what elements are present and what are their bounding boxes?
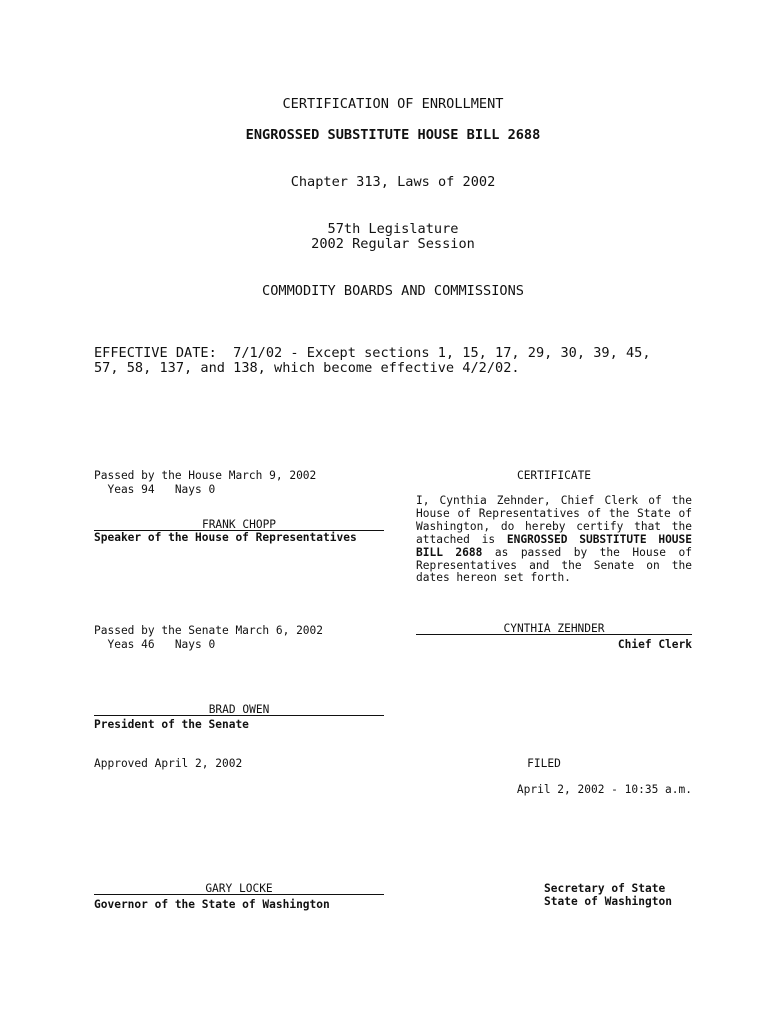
senate-president-title: President of the Senate <box>94 718 249 731</box>
subject-line: COMMODITY BOARDS AND COMMISSIONS <box>262 283 524 299</box>
legislature-line: 57th Legislature <box>327 221 459 237</box>
effective-date-line-1: EFFECTIVE DATE: 7/1/02 - Except sections 1, 15, 17, 29, 30, 39, 45, <box>94 345 651 361</box>
speaker-name: FRANK CHOPP <box>201 518 277 531</box>
chief-clerk-name: CYNTHIA ZEHNDER <box>503 622 605 635</box>
certificate-heading: CERTIFICATE <box>516 469 592 482</box>
certificate-text-bill: ENGROSSED SUBSTITUTE HOUSE BILL 2688 <box>416 532 693 559</box>
senate-president-name: BRAD OWEN <box>208 703 270 716</box>
house-passed-line: Passed by the House March 9, 2002 <box>94 469 317 482</box>
chapter-line: Chapter 313, Laws of 2002 <box>290 174 496 190</box>
governor-title: Governor of the State of Washington <box>94 898 330 911</box>
bill-title: ENGROSSED SUBSTITUTE HOUSE BILL 2688 <box>245 127 541 143</box>
approved-line: Approved April 2, 2002 <box>94 757 243 770</box>
effective-date-line-2: 57, 58, 137, and 138, which become effective 4/2/02. <box>94 360 520 376</box>
senate-votes-line: Yeas 46 Nays 0 <box>94 638 216 651</box>
filed-heading: FILED <box>527 757 561 770</box>
chief-clerk-title: Chief Clerk <box>617 638 692 651</box>
session-line: 2002 Regular Session <box>311 236 475 252</box>
certification-title: CERTIFICATION OF ENROLLMENT <box>282 96 504 112</box>
certificate-text-after: as passed by the House of Representatives and the Senate on the dates hereon set forth. <box>416 545 692 585</box>
state-of-washington-line: State of Washington <box>544 895 672 908</box>
governor-name: GARY LOCKE <box>205 882 273 895</box>
secretary-of-state-line: Secretary of State <box>544 882 666 895</box>
speaker-title: Speaker of the House of Representatives <box>94 531 357 544</box>
house-votes-line: Yeas 94 Nays 0 <box>94 483 216 496</box>
senate-president-signature-line <box>94 715 384 716</box>
certificate-text-before: I, Cynthia Zehnder, Chief Clerk of the House of Representatives of the State of Washington, do hereby certify that the attached is <box>416 494 692 546</box>
governor-signature-line <box>94 894 384 895</box>
certificate-body <box>416 495 692 585</box>
senate-passed-line: Passed by the Senate March 6, 2002 <box>94 624 324 637</box>
chief-clerk-signature-line <box>416 634 692 635</box>
filed-datetime: April 2, 2002 - 10:35 a.m. <box>516 783 692 796</box>
